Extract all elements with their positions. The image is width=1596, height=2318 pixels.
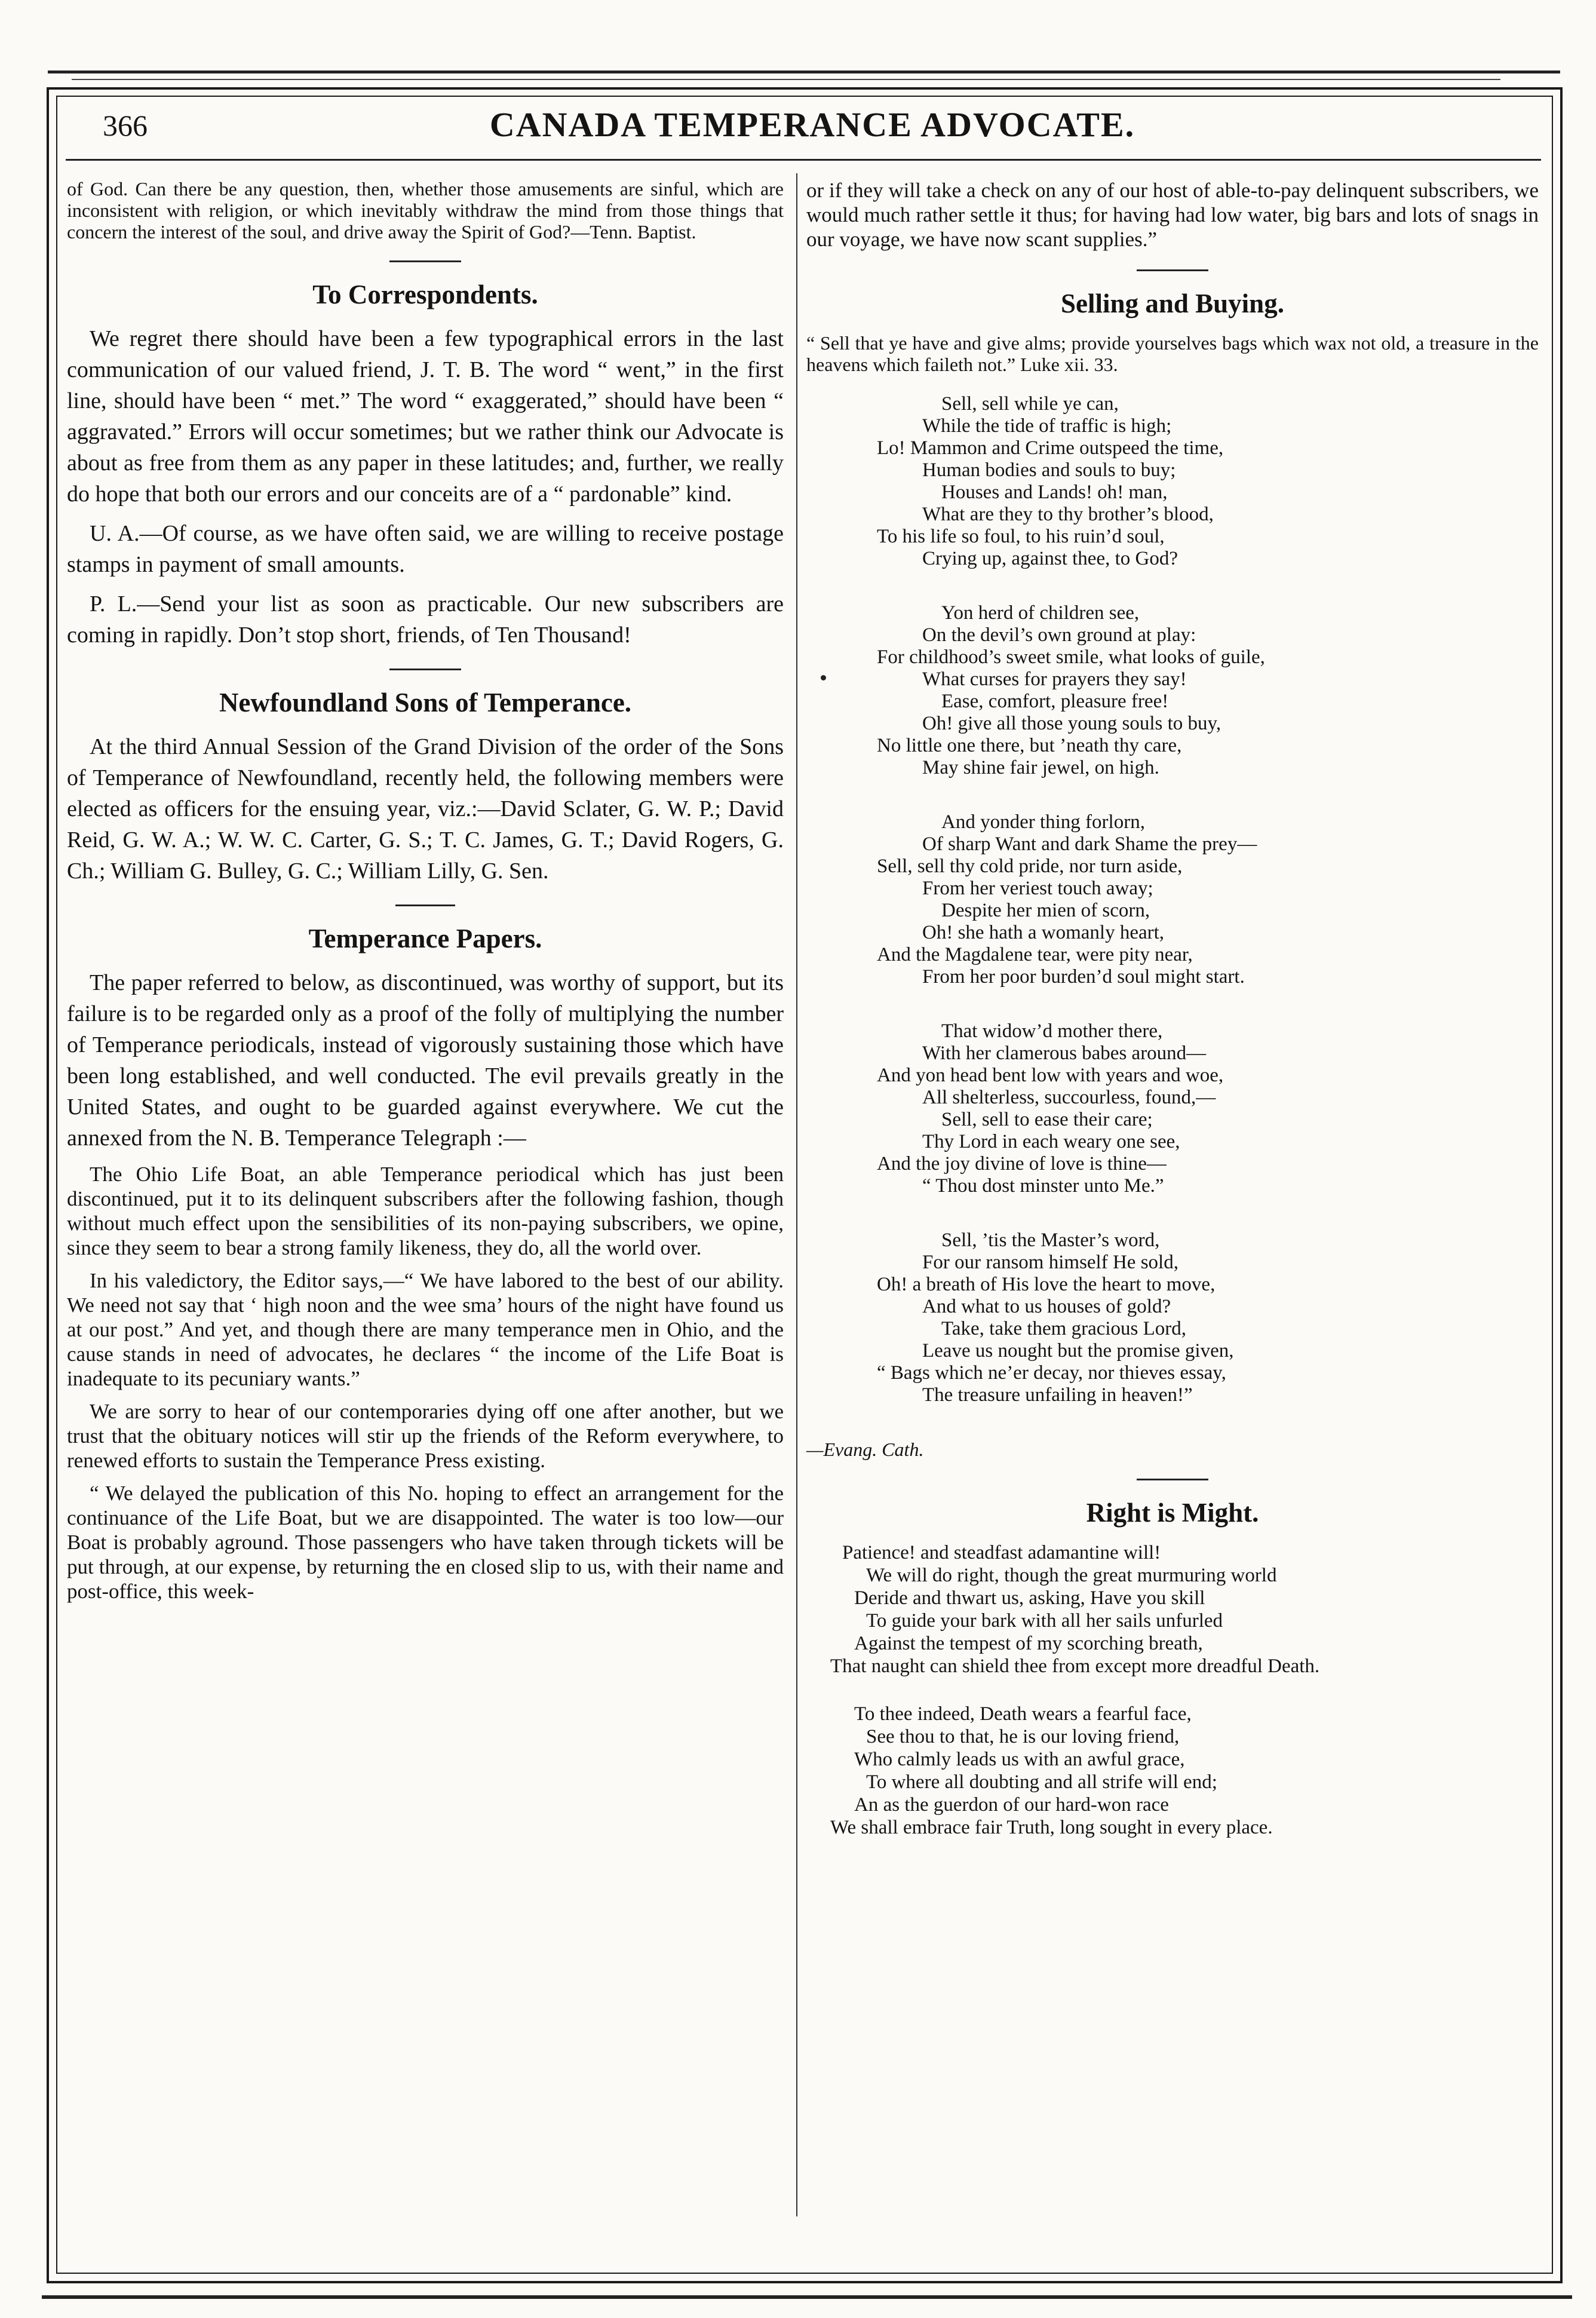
poem-line: All shelterless, succourless, found,— <box>922 1087 1216 1108</box>
poem-line: And what to us houses of gold? <box>922 1296 1171 1317</box>
poem-line: Ease, comfort, pleasure free! <box>941 691 1169 712</box>
papers-paragraph: We are sorry to hear of our contemporaries dying off one after another, but we trust that the obituary notices will stir up the friends of the Reform everywhere, to renewed efforts to sustain the Temperance Press existing. <box>67 1400 784 1472</box>
poem-line: Oh! a breath of His love the heart to move, <box>877 1274 1216 1295</box>
section-separator <box>395 904 455 906</box>
poem-attribution: —Evang. Cath. <box>806 1439 924 1460</box>
correspondents-paragraph: P. L.—Send your list as soon as practicable. Our new subscribers are coming in rapidly. Don’t stop short, friends, of Ten Thousand! <box>67 591 784 648</box>
poem-stanza <box>877 602 1539 779</box>
poem-stanza <box>877 393 1539 570</box>
poem-line: For our ransom himself He sold, <box>922 1252 1178 1273</box>
poem-line: Crying up, against thee, to God? <box>922 548 1178 569</box>
top-rule <box>48 70 1560 73</box>
papers-paragraph: In his valedictory, the Editor says,—“ We have labored to the best of our ability. We need not say that ‘ high noon and the wee sma’ hours of the night have found us at our post.” And yet, and though there are many temperance men in Ohio, and the cause stands in need of advocates, he declares “ the income of the Life Boat is inadequate to its pecuniary wants.” <box>67 1269 784 1390</box>
intro-paragraph: of God. Can there be any question, then, whether those amusements are sinful, which are inconsistent with religion, or which inevitably withdraw the mind from those things that concern the interest of the soul, and drive away the Spirit of God?—Tenn. Baptist. <box>67 178 784 243</box>
page-number: 366 <box>103 109 148 142</box>
newfoundland-paragraph: At the third Annual Session of the Grand Division of the order of the Sons of Temperance of Newfoundland, recently held, the following members were elected as officers for the ensuing year, viz.:—David Sclater, G. W. P.; David Reid, G. W. A.; W. W. C. Carter, G. S.; T. C. James, G. T.; David Rogers, G. Ch.; William G. Bulley, G. C.; William Lilly, G. Sen. <box>67 734 784 884</box>
poem-line: Take, take them gracious Lord, <box>941 1318 1187 1339</box>
poem-line: To where all doubting and all strife will end; <box>866 1771 1217 1793</box>
poem-stanza <box>877 1229 1539 1406</box>
heading-temperance-papers: Temperance Papers. <box>308 924 542 953</box>
papers-paragraph: The paper referred to below, as discontinued, was worthy of support, but its failure is to be regarded only as a proof of the folly of multiplying the number of Temperance periodicals, instead of vigorously sustaining those which have been long established, and well conducted. The evil prevails greatly in the United States, and ought to be guarded against everywhere. We cut the annexed from the N. B. Temperance Telegraph :— <box>67 970 784 1151</box>
poem-line: “ Thou dost minster unto Me.” <box>922 1175 1164 1197</box>
poem-line: That naught can shield thee from except more dreadful Death. <box>830 1655 1320 1677</box>
section-separator <box>389 669 461 670</box>
poem-line: For childhood’s sweet smile, what looks of guile, <box>877 646 1265 668</box>
heading-newfoundland: Newfoundland Sons of Temperance. <box>219 688 632 718</box>
section-separator <box>389 260 461 262</box>
poem-line: From her veriest touch away; <box>922 878 1153 899</box>
poem-line: May shine fair jewel, on high. <box>922 757 1159 778</box>
poem-line: Who calmly leads us with an awful grace, <box>854 1749 1185 1770</box>
poem-line: What curses for prayers they say! <box>922 669 1187 690</box>
poem-line: To thee indeed, Death wears a fearful face, <box>854 1703 1192 1725</box>
poem-line: And the joy divine of love is thine— <box>877 1153 1167 1175</box>
poem-epigraph: “ Sell that ye have and give alms; provide yourselves bags which wax not old, a treasure in the heavens which faileth not.” Luke xii. 33. <box>806 332 1539 375</box>
heading-correspondents: To Correspondents. <box>312 280 538 309</box>
poem-line: Sell, sell while ye can, <box>941 393 1119 415</box>
poem-line: And the Magdalene tear, were pity near, <box>877 944 1193 965</box>
poem-line: An as the guerdon of our hard-won race <box>854 1794 1169 1816</box>
header-rule <box>66 159 1541 161</box>
poem-line: From her poor burden’d soul might start. <box>922 966 1245 988</box>
poem-line: On the devil’s own ground at play: <box>922 624 1196 646</box>
section-separator <box>1137 269 1208 271</box>
poem-stanza <box>877 811 1539 988</box>
top-rule-thin <box>72 79 1500 80</box>
left-column <box>67 178 784 1612</box>
poem-line: Sell, sell to ease their care; <box>941 1109 1153 1130</box>
papers-paragraph: The Ohio Life Boat, an able Temperance periodical which has just been discontinued, put it to its delinquent subscribers after the following fashion, though without much effect upon the sensibilities of its non-paying subscribers, we opine, since they seem to bear a strong family likeness, they do, all the world over. <box>67 1163 784 1259</box>
poem-line: Oh! she hath a womanly heart, <box>922 922 1165 943</box>
poem-line: Sell, sell thy cold pride, nor turn aside, <box>877 856 1183 877</box>
poem-line: Sell, ’tis the Master’s word, <box>941 1229 1160 1251</box>
correspondents-paragraph: We regret there should have been a few typographical errors in the last communication of our valued friend, J. T. B. The word “ went,” in the first line, should have been “ met.” The word “ exaggerated,” should have been “ aggravated.” Errors will occur sometimes; but we rather think our Advocate is about as free from them as any paper in these latitudes; and, further, we really do hope that both our errors and our conceits are of a “ pardonable” kind. <box>67 326 784 507</box>
papers-paragraph: “ We delayed the publication of this No. hoping to effect an arrangement for the continuance of the Life Boat, but we are disappointed. The water is too low—our Boat is probably aground. Those passengers who have taken through tickets will be put through, at our expense, by returning the en closed slip to us, with their name and post-office, this week- <box>67 1482 784 1603</box>
continuation-paragraph: or if they will take a check on any of our host of able-to-pay delinquent subscribers, we would much rather settle it thus; for having had low water, big bars and lots of snags in our voyage, we have now scant supplies.” <box>806 179 1539 251</box>
poem-line: Houses and Lands! oh! man, <box>941 482 1168 503</box>
poem-stanza <box>830 1703 1539 1839</box>
poem-line: Human bodies and souls to buy; <box>922 459 1176 481</box>
poem-line: What are they to thy brother’s blood, <box>922 504 1214 525</box>
poem-line: Patience! and steadfast adamantine will! <box>842 1542 1161 1563</box>
column-divider <box>796 173 797 2216</box>
poem-line: Thy Lord in each weary one see, <box>922 1131 1180 1152</box>
poem-line: We will do right, though the great murmuring world <box>866 1565 1277 1586</box>
poem-line: With her clamerous babes around— <box>922 1043 1207 1064</box>
poem-line: The treasure unfailing in heaven!” <box>922 1384 1193 1406</box>
bottom-rule <box>42 2295 1572 2299</box>
poem-line: Against the tempest of my scorching breath, <box>854 1633 1203 1654</box>
heading-right-is-might: Right is Might. <box>1086 1498 1259 1528</box>
poem-line: Despite her mien of scorn, <box>941 900 1150 921</box>
poem-line: And yon head bent low with years and woe, <box>877 1065 1224 1086</box>
poem-stanza <box>877 1020 1539 1197</box>
running-title: CANADA TEMPERANCE ADVOCATE. <box>489 105 1135 144</box>
poem-line: Of sharp Want and dark Shame the prey— <box>922 833 1257 855</box>
section-separator <box>1137 1479 1208 1480</box>
poem-line: “ Bags which ne’er decay, nor thieves essay, <box>877 1362 1226 1384</box>
poem-line: Yon herd of children see, <box>941 602 1140 624</box>
heading-selling-buying: Selling and Buying. <box>1061 289 1284 318</box>
correspondents-paragraph: U. A.—Of course, as we have often said, we are willing to receive postage stamps in payment of small amounts. <box>67 521 784 577</box>
poem-line: Leave us nought but the promise given, <box>922 1340 1234 1362</box>
poem-line: That widow’d mother there, <box>941 1020 1163 1042</box>
poem-stanza <box>830 1541 1539 1678</box>
poem-line: Oh! give all those young souls to buy, <box>922 713 1221 734</box>
page-header <box>90 105 1535 152</box>
right-column <box>806 178 1539 1864</box>
poem-line: See thou to that, he is our loving friend, <box>866 1726 1180 1747</box>
poem-line: Deride and thwart us, asking, Have you skill <box>854 1587 1205 1609</box>
poem-line: While the tide of traffic is high; <box>922 415 1172 437</box>
poem-line: We shall embrace fair Truth, long sought in every place. <box>830 1817 1273 1838</box>
poem-line: To his life so foul, to his ruin’d soul, <box>877 526 1165 547</box>
poem-line: No little one there, but ’neath thy care, <box>877 735 1182 756</box>
poem-line: To guide your bark with all her sails unfurled <box>866 1610 1223 1632</box>
poem-line: And yonder thing forlorn, <box>941 811 1145 833</box>
poem-line: Lo! Mammon and Crime outspeed the time, <box>877 437 1224 459</box>
